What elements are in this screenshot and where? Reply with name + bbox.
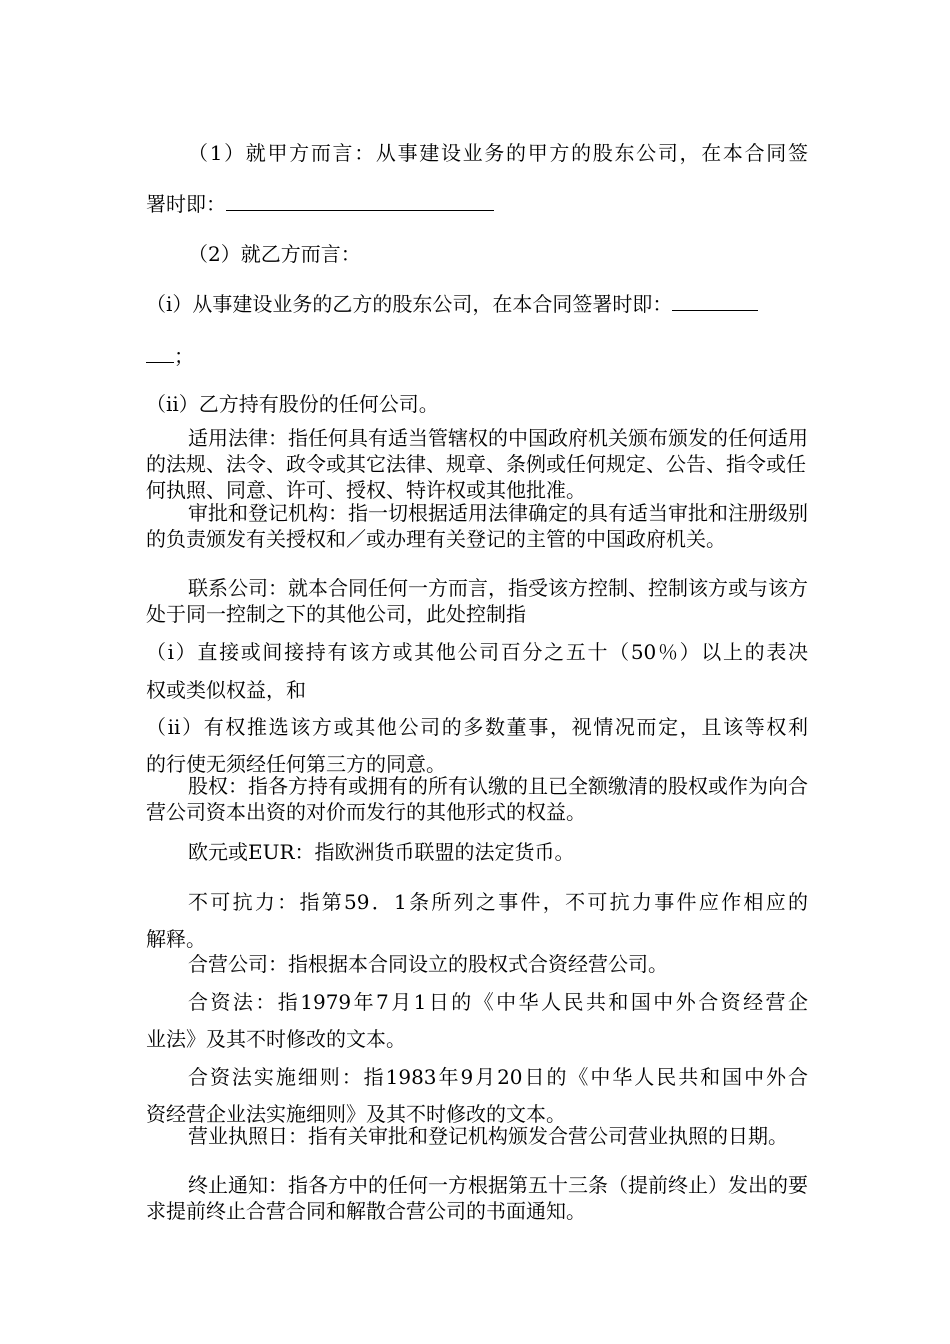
jv-law-line2: 业法》及其不时修改的文本。 <box>146 1027 406 1051</box>
definition-license-date: 营业执照日：指有关审批和登记机构颁发合营公司营业执照的日期。 <box>188 1124 788 1148</box>
clause-a1-line2 <box>146 188 808 217</box>
blank-line <box>672 290 758 311</box>
blank-line <box>226 190 494 211</box>
definition-approval-authority: 审批和登记机构：指一切根据适用法律确定的具有适当审批和注册级别的负责颁发有关授权和／或办理有关登记的主管的中国政府机关。 <box>146 501 808 551</box>
blank-line <box>146 342 174 363</box>
clause-b-i-line1 <box>146 288 808 317</box>
definition-euro: 欧元或EUR：指欧洲货币联盟的法定货币。 <box>188 840 575 864</box>
force-majeure-line2: 解释。 <box>146 927 206 951</box>
jv-rules-line2: 资经营企业法实施细则》及其不时修改的文本。 <box>146 1102 566 1126</box>
jv-law-line1: 合资法：指1979年7月1日的《中华人民共和国中外合资经营企 <box>188 990 808 1014</box>
definition-termination-notice: 终止通知：指各方中的任何一方根据第五十三条（提前终止）发出的要求提前终止合营合同和解散合营公司的书面通知。 <box>146 1173 808 1223</box>
clause-a1-line1: （1）就甲方而言：从事建设业务的甲方的股东公司，在本合同签 <box>188 141 808 165</box>
clause-b-i-end: ； <box>174 344 194 368</box>
force-majeure-line1: 不可抗力：指第59．1条所列之事件，不可抗力事件应作相应的 <box>188 890 808 914</box>
definition-jv-company: 合营公司：指根据本合同设立的股权式合资经营公司。 <box>188 952 668 976</box>
definition-equity: 股权：指各方持有或拥有的所有认缴的且已全额缴清的股权或作为向合营公司资本出资的对价而发行的其他形式的权益。 <box>146 774 808 824</box>
affiliate-ii-line2: 的行使无须经任何第三方的同意。 <box>146 752 446 776</box>
jv-rules-line1: 合资法实施细则：指1983年9月20日的《中华人民共和国中外合 <box>188 1065 808 1089</box>
affiliate-i-line2: 权或类似权益，和 <box>146 678 306 702</box>
clause-b-i-line2 <box>146 340 808 369</box>
clause-b-ii: （ii）乙方持有股份的任何公司。 <box>146 392 439 416</box>
affiliate-i-line1: （i）直接或间接持有该方或其他公司百分之五十（50％）以上的表决 <box>146 640 808 664</box>
definition-affiliate: 联系公司：就本合同任何一方而言，指受该方控制、控制该方或与该方处于同一控制之下的其他公司，此处控制指 <box>146 576 808 626</box>
clause-a1-label: 署时即： <box>146 192 226 216</box>
clause-a2: （2）就乙方而言： <box>188 242 361 266</box>
clause-b-i-label: （i）从事建设业务的乙方的股东公司，在本合同签署时即： <box>146 292 673 316</box>
definition-applicable-law: 适用法律：指任何具有适当管辖权的中国政府机关颁布颁发的任何适用的法规、法令、政令或其它法律、规章、条例或任何规定、公告、指令或任何执照、同意、许可、授权、特许权或其他批准。 <box>146 426 808 502</box>
affiliate-ii-line1: （ii）有权推选该方或其他公司的多数董事，视情况而定，且该等权利 <box>146 715 808 739</box>
